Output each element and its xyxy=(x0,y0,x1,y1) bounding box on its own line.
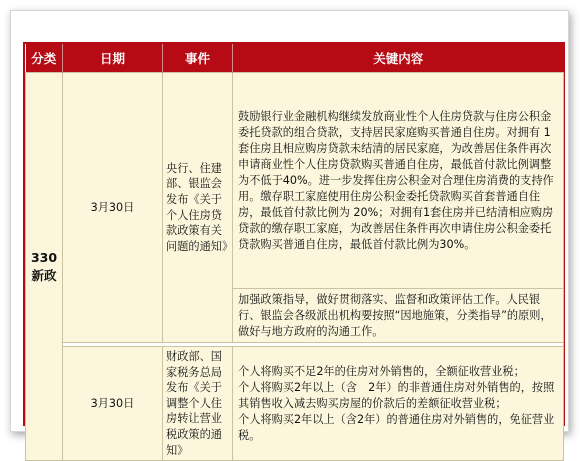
header-date: 日期 xyxy=(63,44,163,73)
category-cell: 330新政 xyxy=(26,73,63,461)
table-row xyxy=(26,347,564,461)
header-category: 分类 xyxy=(26,44,63,73)
policy-table-container xyxy=(23,42,565,457)
row-2-content-line: 个人将购买2年以上（含2年）的普通住房对外销售的，免征营业税。 xyxy=(238,412,555,442)
row-2-content xyxy=(233,347,564,461)
row-2-event: 财政部、国家税务总局发布《关于调整个人住房转让营业税政策的通知》 xyxy=(163,347,233,461)
header-event: 事件 xyxy=(163,44,233,73)
row-1-content-extra: 加强政策指导，做好贯彻落实、监督和政策评估工作。人民银行、银监会各级派出机构要按照“因地施策，分类指导”的原则，做好与地方政府的沟通工作。 xyxy=(233,289,564,343)
header-content: 关键内容 xyxy=(233,44,564,73)
table-header-row xyxy=(26,44,564,73)
policy-table xyxy=(25,44,564,461)
row-2-content-line: 个人将购买2年以上（含 2年）的非普通住房对外销售的，按照其销售收入减去购买房屋的价款后的差额征收营业税； xyxy=(238,380,555,410)
row-2-content-line: 个人将购买不足2年的住房对外销售的，全额征收营业税； xyxy=(238,364,525,378)
row-1-content: 鼓励银行业金融机构继续发放商业性个人住房贷款与住房公积金委托贷款的组合贷款，支持居民家庭购买普通自住房。对拥有 1套住房且相应购房贷款未结清的居民家庭，为改善居住条件再次申请商业性个人住房贷款购买普通自住房，最低首付款比例调整为不低于40%。进一步发挥住房公积金对合理住房消费的支持作用。缴存职工家庭使用住房公积金委托贷款购买首套普通自住房，最低首付款比例为 20%；对拥有1套住房并已结清相应购房贷款的缴存职工家庭，为改善居住条件再次申请住房公积金委托贷款购买普通自住房，最低首付款比例为30%。 xyxy=(233,73,564,289)
table-row xyxy=(26,73,564,289)
row-1-date: 3月30日 xyxy=(63,73,163,343)
row-2-date: 3月30日 xyxy=(63,347,163,461)
document-frame xyxy=(10,10,569,457)
row-1-event: 央行、住建部、银监会发布《关于个人住房贷款政策有关问题的通知》 xyxy=(163,73,233,343)
